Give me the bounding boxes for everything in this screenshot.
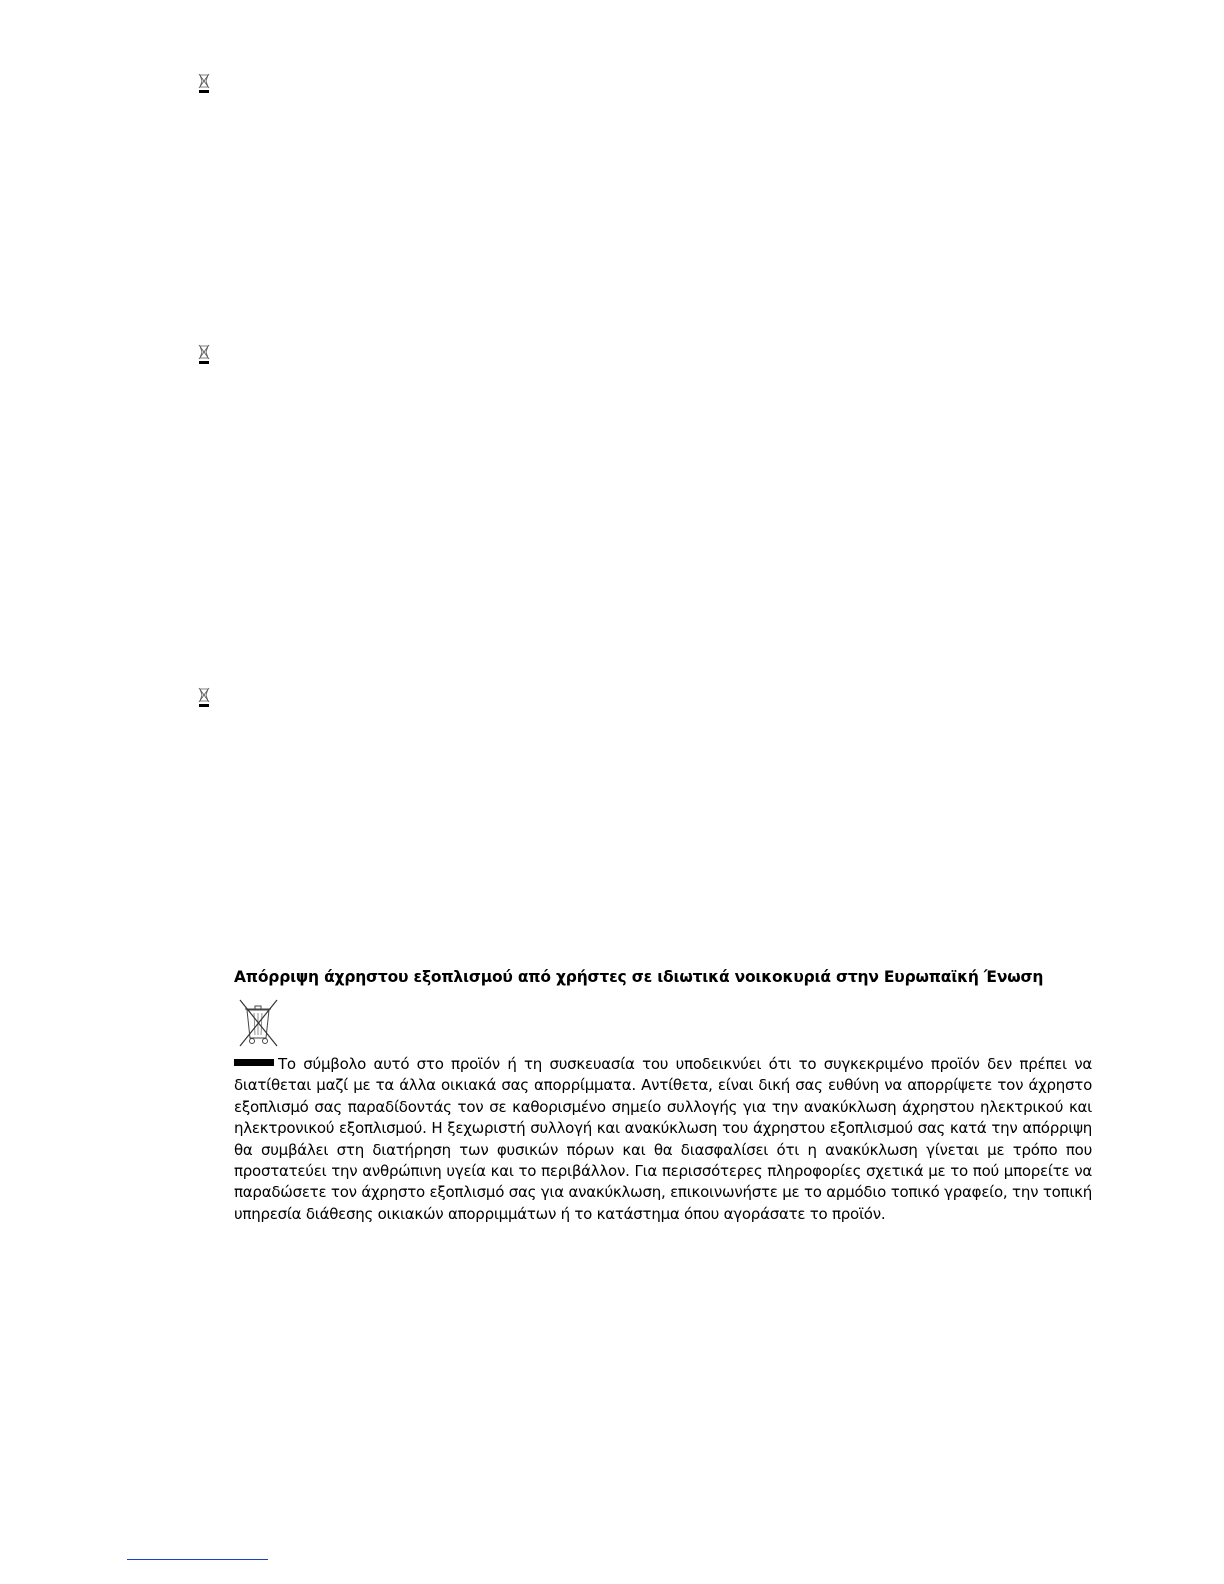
weee-bin-icon [197,687,211,709]
section-title: Απόρριψη άχρηστου εξοπλισμού από χρήστες σε ιδιωτικά νοικοκυριά στην Ευρωπαϊκή Ένωση [234,968,1044,986]
weee-disposal-section [234,966,1094,1225]
footnote-rule [127,1559,268,1560]
weee-bin-icon [197,344,211,366]
disposal-paragraph-text: Το σύμβολο αυτό στο προϊόν ή τη συσκευασία του υποδεικνύει ότι το συγκεκριμένο προϊόν δεν πρέπει να διατίθεται μαζί με τα άλλα οικιακά σας απορρίμματα. Αντίθετα, είναι δική σας ευθύνη να απορρίψετε τον άχρηστο εξοπλισμό σας παραδίδοντάς τον σε καθορισμένο σημείο συλλογής για την ανακύκλωση άχρηστου ηλεκτρικού και ηλεκτρονικού εξοπλισμού. Η ξεχωριστή συλλογή και ανακύκλωση του άχρηστου εξοπλισμού σας κατά την απόρριψη θα συμβάλει στη διατήρηση των φυσικών πόρων και θα διασφαλίσει ότι η ανακύκλωση γίνεται με τρόπο που προστατεύει την ανθρώπινη υγεία και το περιβάλλον. Για περισσότερες πληροφορίες σχετικά με το πού μπορείτε να παραδώσετε τον άχρηστο εξοπλισμό σας για ανακύκλωση, επικοινωνήστε με το αρμόδιο τοπικό γραφείο, την τοπική υπηρεσία διάθεσης οικιακών απορριμμάτων ή το κατάστημα όπου αγοράσατε το προϊόν. [234,1055,1092,1223]
weee-bin-icon [197,73,211,95]
disposal-paragraph [234,1054,1092,1225]
black-bar [234,1059,274,1066]
crossed-out-wheelie-bin-icon [237,998,279,1048]
